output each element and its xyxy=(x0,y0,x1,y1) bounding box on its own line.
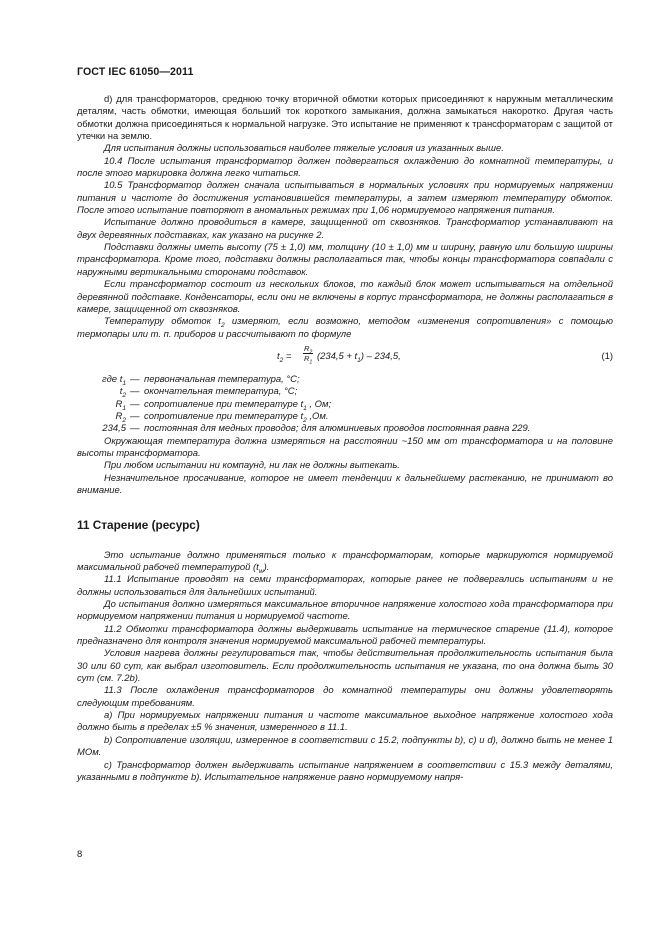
paragraph: Условия нагрева должны регулироваться так, чтобы действительная продолжительность испытания была 30 или 60 сут, как выбрал изготовитель. Если продолжительность испытания не указана, то она должна быть 30 сут (см. 7.2b). xyxy=(77,648,613,685)
section-heading: 11 Старение (ресурс) xyxy=(77,518,200,533)
definition-row: где $t_1$ — первоначальная температура, °С; xyxy=(102,373,300,387)
list-item: b) Сопротивление изоляции, измеренное в соответствии с 15.2, подпункты b), c) и d), должно быть не менее 1 МОм. xyxy=(77,734,613,759)
page-number: 8 xyxy=(77,849,83,860)
paragraph: Незначительное просачивание, которое не имеет тенденции к дальнейшему растеканию, не принимают во внимание. xyxy=(77,472,613,496)
paragraph: Для испытания должны использоваться наиболее тяжелые условия из указанных выше. xyxy=(104,143,504,155)
formula-rhs: $(234,5 + t_1) - 234,5$, xyxy=(317,350,401,364)
paragraph: Подставки должны иметь высоту (75 ± 1,0) мм, толщину (10 ± 1,0) мм и ширину, равную или большую ширины трансформатора. Кроме того, подставки должны располагаться так, чтобы концы трансформатора совпадали с наружными вертикальными сторонами подставок. xyxy=(77,242,613,278)
definition-row-constant: 234,5 — постоянная для медных проводов; для алюминиевых проводов постоянная равна 229. xyxy=(102,423,531,435)
intro-paragraph: d) для трансформаторов, среднюю точку вторичной обмотки которых присоединяют к наружным металлическим деталям, часть обмотки, имеющая больший ток короткого замыкания, должна замыкаться накоротко. Другая часть обмотки должна присоединяться к нормальной нагрузке. Это испытание не применяют к трансформаторам с защитой от утечки на землю. xyxy=(77,94,613,143)
paragraph-11-2: 11.2 Обмотки трансформатора должны выдерживать испытание на термическое старение (11.4), которое предназначено для контроля значения нормируемой максимальной рабочей температуры. xyxy=(77,623,613,648)
page-header: ГОСТ IEC 61050—2011 xyxy=(77,66,194,78)
paragraph-formula-intro: Температуру обмоток $t_2$ измеряют, если возможно, методом «изменения сопротивления» с помощью термопары или т. п. приборов и рассчитывают по формуле xyxy=(77,316,613,340)
paragraph-10-4: 10.4 После испытания трансформатор должен подвергаться охлаждению до комнатной температуры, и после этого маркировка должна легко читаться. xyxy=(77,155,613,180)
paragraph: Окружающая температура должна измеряться на расстоянии ~150 мм от трансформатора и на половине высоты трансформатора. xyxy=(77,435,613,459)
formula-lhs: $t_2$ = xyxy=(277,350,292,364)
paragraph-11-3: 11.3 После охлаждения трансформаторов до комнатной температуры они должны удовлетворять следующим требованиям. xyxy=(77,685,613,709)
definition-row: $R_2$ — сопротивление при температуре $t_2$ ,Ом. xyxy=(115,410,329,424)
formula-1 xyxy=(77,342,613,372)
paragraph: До испытания должно измеряться максимальное вторичное напряжение холостого хода трансформатора при нормируемом напряжении питания и нормируемой частоте. xyxy=(77,599,613,623)
list-item: c) Трансформатор должен выдерживать испытание напряжением в соответствии с 15.3 между деталями, указанными в подпункте b). Испытательное напряжение равно нормируемому напря- xyxy=(77,759,613,783)
paragraph-10-5: 10.5 Трансформатор должен сначала испытываться в нормальных условиях при нормируемых напряжении питания и частоте до достижения установившейся температуры, а затем измеряют температуру обмоток. После этого испытание повторяют в аномальных режимах при 1,06 нормируемого напряжения питания. xyxy=(77,180,613,217)
definition-row: $t_2$ — окончательная температура, °С; xyxy=(119,386,298,400)
paragraph: Это испытание должно применяться только к трансформаторам, которые маркируются нормируемой максимальной рабочей температурой $(t_w)$. xyxy=(77,549,613,575)
paragraph: При любом испытании ни компаунд, ни лак не должны вытекать. xyxy=(104,460,400,472)
definition-row: $R_1$ — сопротивление при температуре $t_1$ , Ом; xyxy=(115,398,332,412)
paragraph: Испытание должно проводиться в камере, защищенной от сквозняков. Трансформатор устанавливают на двух деревянных подставках, как указано на рисунке 2. xyxy=(77,217,613,241)
formula-fraction: $\frac{R_2}{R_1}$ xyxy=(304,343,313,366)
page-body xyxy=(77,94,613,784)
list-item: а) При нормируемых напряжении питания и частоте максимальное выходное напряжение холостого хода должно быть в пределах ±5 % значения, измеренного в 11.1. xyxy=(77,710,613,734)
paragraph-11-1: 11.1 Испытание проводят на семи трансформаторах, которые ранее не подвергались испытаниям и не должны использоваться для дальнейших испытаний. xyxy=(77,574,613,598)
formula-number: (1) xyxy=(601,350,613,362)
formula-definitions xyxy=(77,374,613,436)
paragraph: Если трансформатор состоит из нескольких блоков, то каждый блок может испытываться на отдельной деревянной подставке. Конденсаторы, если они не включены в корпус трансформатора, не должны располагаться в камере, защищенной от сквозняков. xyxy=(77,279,613,315)
